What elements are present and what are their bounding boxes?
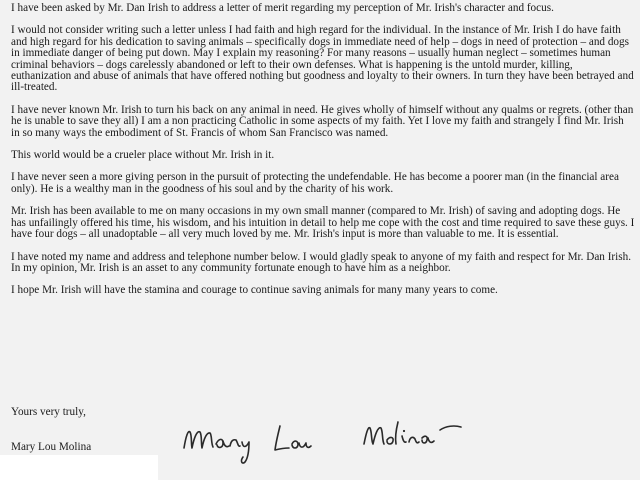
letter-paragraph-1: I have been asked by Mr. Dan Irish to address a letter of merit regarding my perception of Mr. Irish's character and focus.	[11, 2, 554, 14]
handwritten-signature	[176, 408, 506, 468]
letter-paragraph-4: This world would be a crueler place without Mr. Irish in it.	[11, 149, 275, 162]
sender-name: Mary Lou Molina	[11, 441, 92, 453]
letter-paragraph-3: I have never known Mr. Irish to turn his back on any animal in need. He gives wholly of himself without any qualms or regrets. (other than he is unable to save they all) I am a non practicing Catholic in some aspects of my faith. Yet I love my faith and strangely I find Mr. Irish in so many ways the embodiment of St. Francis of whom San Francisco was named.	[11, 103, 634, 139]
letter-closing: Yours very truly,	[11, 406, 86, 418]
letter-paragraph-6: Mr. Irish has been available to me on many occasions in my own small manner (compared to Mr. Irish) of saving and adopting dogs. He has unfailingly offered his time, his wisdom, and his intuition in detail to help me cope with the cost and time required to save these guys. I have four dogs – all unadoptable – all very much loved by me. Mr. Irish's input is more than valuable to me. It is essential.	[11, 205, 635, 241]
letter-paragraph-5: I have never seen a more giving person in the pursuit of protecting the undefendable. He has become a poorer man (in the financial area only). He is a wealthy man in the goodness of his soul and by the charity of his work.	[11, 171, 619, 195]
letter-body	[11, 3, 635, 308]
letter-paragraph-7: I have noted my name and address and telephone number below. I would gladly speak to anyone of my faith and respect for Mr. Dan Irish. In my opinion, Mr. Irish is an asset to any community fortunate enough to have him as a neighbor.	[11, 250, 631, 274]
letter-paragraph-8: I hope Mr. Irish will have the stamina and courage to continue saving animals for many many years to come.	[11, 284, 498, 297]
letter-paragraph-2: I would not consider writing such a letter unless I had faith and high regard for the individual. In the instance of Mr. Irish I do have faith and high regard for his dedication to saving animals – specifically dogs in immediate need of help – dogs in need of protection – and dogs in immediate danger of being put down. May I explain my reasoning? For many reasons – usually human neglect – sometimes human criminal behaviors – dogs carelessly abandoned or left to their own defenses. What is happening is the untold murder, killing, euthanization and abuse of animals that have offered nothing but goodness and loyalty to their owners. In turn they have been betrayed and ill-treated.	[11, 24, 634, 94]
scan-blank-area	[0, 455, 158, 480]
